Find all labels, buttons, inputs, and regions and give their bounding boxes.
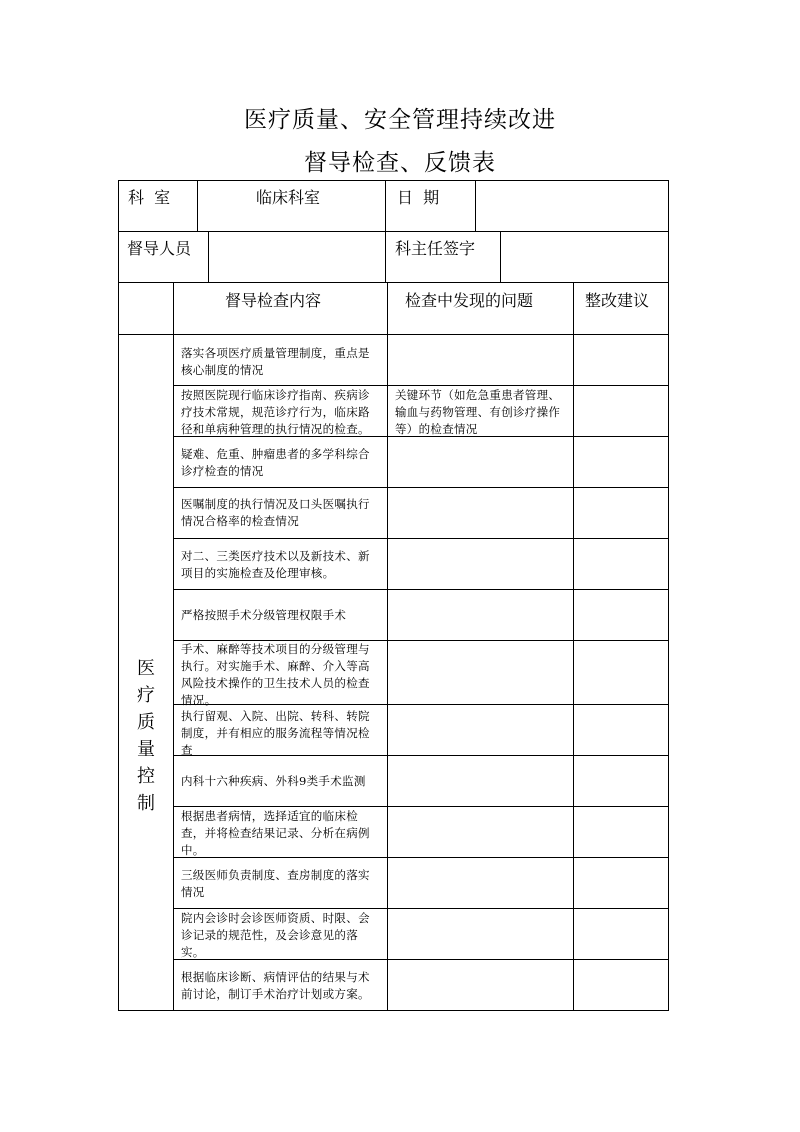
check-item: 落实各项医疗质量管理制度，重点是核心制度的情况 [181,346,370,377]
table-rule [173,282,174,1011]
table-rule [173,806,669,807]
category-char: 量 [137,739,155,760]
table-rule [173,589,669,590]
table-rule [173,487,669,488]
category-char: 制 [137,793,155,814]
check-item: 根据临床诊断、病情评估的结果与术前讨论，制订手术治疗计划或方案。 [181,970,370,1001]
problem-cell-text: 关键环节（如危急重患者管理、输血与药物管理、有创诊疗操作等）的检查情况 [395,388,561,436]
table-border-top [118,180,669,181]
table-rule [387,282,388,1011]
department-value: 临床科室 [256,188,321,207]
check-item: 严格按照手术分级管理权限手术 [181,608,347,622]
column-header-problems: 检查中发现的问题 [405,291,534,310]
table-rule [208,231,209,283]
supervisor-label: 督导人员 [127,239,192,258]
check-item: 对二、三类医疗技术以及新技术、新项目的实施检查及伦理审核。 [181,549,370,580]
column-header-content: 督导检查内容 [225,291,322,310]
table-rule [173,538,669,539]
date-label: 日 期 [397,188,440,207]
table-rule [118,282,669,283]
check-item: 根据患者病情，选择适宜的临床检查，并将检查结果记录、分析在病例中。 [181,809,370,857]
category-char: 疗 [137,685,155,706]
table-rule [385,180,386,283]
page-title-line-2: 督导检查、反馈表 [304,150,496,176]
table-rule [173,385,669,386]
table-rule [475,180,476,232]
check-item: 执行留观、入院、出院、转科、转院制度，并有相应的服务流程等情况检查 [181,709,370,757]
check-item: 三级医师负责制度、查房制度的落实情况 [181,868,370,899]
check-item: 内科十六种疾病、外科9类手术监测 [181,774,366,788]
table-border-bottom [118,1010,669,1011]
director-signature-label: 科主任签字 [395,239,476,258]
check-item: 医嘱制度的执行情况及口头医嘱执行情况合格率的检查情况 [181,497,370,528]
table-rule [173,908,669,909]
page-title-line-1: 医疗质量、安全管理持续改进 [244,107,556,133]
check-item: 疑难、危重、肿瘤患者的多学科综合诊疗检查的情况 [181,447,370,478]
check-item: 院内会诊时会诊医师资质、时限、会诊记录的规范性，及会诊意见的落实。 [181,911,370,959]
table-border-right [668,180,669,1011]
department-label: 科 室 [128,188,171,207]
category-char: 控 [137,766,155,787]
table-rule [118,231,669,232]
category-label-quality-control [126,655,166,817]
column-header-suggestions: 整改建议 [585,291,650,310]
table-rule [118,334,669,335]
category-char: 质 [137,712,155,733]
table-rule [573,282,574,1011]
check-item: 手术、麻醉等技术项目的分级管理与执行。对实施手术、麻醉、介入等高风险技术操作的卫生技术人员的检查情况。 [181,642,370,707]
table-border-left [118,180,119,1011]
check-item: 按照医院现行临床诊疗指南、疾病诊疗技术常规，规范诊疗行为，临床路径和单病种管理的执行情况的检查。 [181,388,370,436]
table-rule [197,180,198,232]
category-char: 医 [137,658,155,679]
table-rule [500,231,501,283]
